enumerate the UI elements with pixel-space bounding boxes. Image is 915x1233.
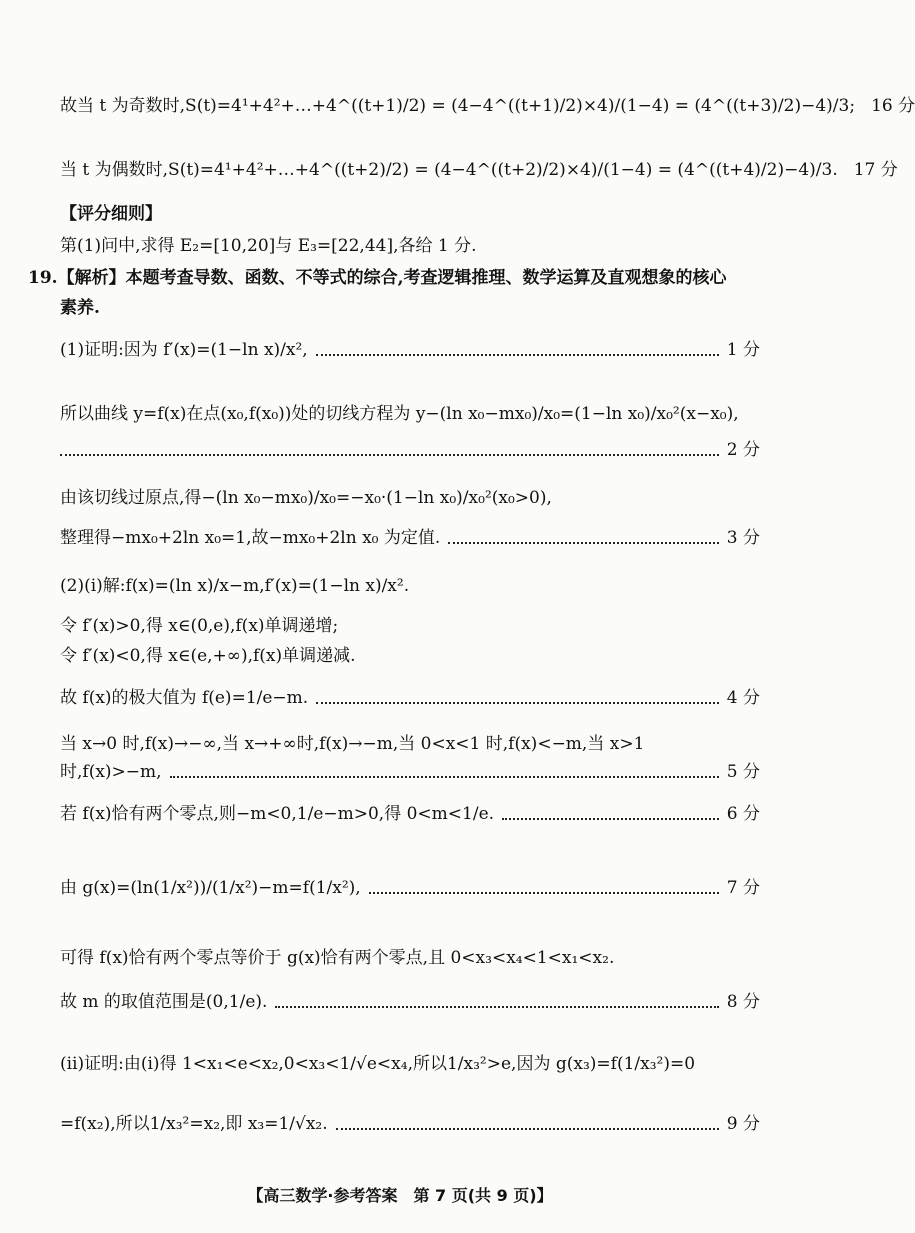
scoring-details-heading — [60, 202, 760, 226]
leader-dots — [316, 700, 719, 704]
line-text: =f(x₂),所以1/x₃²=x₂,即 x₃=1/√x₂. — [60, 1114, 328, 1134]
line-text: 可得 f(x)恰有两个零点等价于 g(x)恰有两个零点,且 0<x₃<x₄<1<x₁<x₂. — [60, 948, 615, 968]
q19-heading — [28, 266, 760, 290]
line-m-range — [60, 990, 760, 1014]
line-text: 令 f′(x)>0,得 x∈(0,e),f(x)单调递增; — [60, 616, 339, 636]
line-equivalence — [60, 946, 760, 970]
line-text: 【评分细则】 — [60, 204, 162, 224]
line-text: (2)(ⅰ)解:f(x)=(ln x)/x−m,f′(x)=(1−ln x)/x². — [60, 576, 410, 596]
leader-dots — [316, 352, 719, 356]
leader-dots — [275, 1004, 718, 1008]
leader-dots — [502, 816, 719, 820]
leader-dots — [369, 890, 719, 894]
line-limits — [60, 732, 760, 756]
score-points: 16 分 — [871, 96, 915, 116]
score-points: 1 分 — [726, 340, 760, 360]
leader-dots — [336, 1126, 719, 1130]
score-points: 2 分 — [726, 440, 760, 460]
line-odd-sum — [60, 94, 915, 118]
line-max-value — [60, 686, 760, 710]
line-text: (1)证明:因为 f′(x)=(1−ln x)/x², — [60, 340, 308, 360]
score-points: 4 分 — [726, 688, 760, 708]
q19-heading-cont — [60, 296, 760, 320]
line-text: 当 t 为偶数时,S(t)=4¹+4²+…+4^((t+2)/2) = (4−4^((t+2)/2)×4)/(1−4) = (4^((t+4)/2)−4)/3. — [60, 160, 838, 180]
line-decreasing — [60, 644, 760, 668]
line-text: 19.【解析】本题考查导数、函数、不等式的综合,考查逻辑推理、数学运算及直观想象的核心 — [28, 268, 727, 288]
line-text: 整理得−mx₀+2ln x₀=1,故−mx₀+2ln x₀ 为定值. — [60, 528, 441, 548]
line-limits-cont — [60, 760, 760, 784]
line-text: 第(1)问中,求得 E₂=[10,20]与 E₃=[22,44],各给 1 分. — [60, 236, 477, 256]
score-points: 5 分 — [726, 762, 760, 782]
leader-dots — [448, 540, 718, 544]
line-scoring-note — [60, 234, 760, 258]
line-two-zeros — [60, 802, 760, 826]
line-part2-setup — [60, 574, 760, 598]
line-text: 令 f′(x)<0,得 x∈(e,+∞),f(x)单调递减. — [60, 646, 356, 666]
line-text: 故 m 的取值范围是(0,1/e). — [60, 992, 268, 1012]
line-text: 由该切线过原点,得−(ln x₀−mx₀)/x₀=−x₀·(1−ln x₀)/x₀²(x₀>0), — [60, 488, 552, 508]
score-points: 7 分 — [726, 878, 760, 898]
leader-dots — [60, 452, 719, 456]
leader-dots — [170, 774, 719, 778]
line-part1-derivative — [60, 338, 760, 362]
line-text: 故当 t 为奇数时,S(t)=4¹+4²+…+4^((t+1)/2) = (4−4^((t+1)/2)×4)/(1−4) = (4^((t+3)/2)−4)/3; — [60, 96, 856, 116]
line-even-sum — [60, 158, 898, 182]
line-text: (ⅱ)证明:由(ⅰ)得 1<x₁<e<x₂,0<x₃<1/√e<x₄,所以1/x₃²>e,因为 g(x₃)=f(1/x₃²)=0 — [60, 1054, 696, 1074]
line-text: 由 g(x)=(ln(1/x²))/(1/x²)−m=f(1/x²), — [60, 878, 361, 898]
line-text: 时,f(x)>−m, — [60, 762, 162, 782]
line-dots-2 — [60, 438, 760, 462]
line-text: 当 x→0 时,f(x)→−∞,当 x→+∞时,f(x)→−m,当 0<x<1 时,f(x)<−m,当 x>1 — [60, 734, 645, 754]
score-points: 3 分 — [726, 528, 760, 548]
line-text: 所以曲线 y=f(x)在点(x₀,f(x₀))处的切线方程为 y−(ln x₀−mx₀)/x₀=(1−ln x₀)/x₀²(x−x₀), — [60, 404, 739, 424]
line-part2ii-proof — [60, 1052, 790, 1076]
line-g-def — [60, 876, 760, 900]
line-text: 素养. — [60, 298, 100, 318]
score-points: 9 分 — [726, 1114, 760, 1134]
page-footer: 【高三数学·参考答案 第 7 页(共 9 页)】 — [247, 1186, 553, 1205]
line-text: 若 f(x)恰有两个零点,则−m<0,1/e−m>0,得 0<m<1/e. — [60, 804, 495, 824]
score-points: 17 分 — [853, 160, 898, 180]
line-constant — [60, 526, 760, 550]
score-points: 8 分 — [726, 992, 760, 1012]
line-conclusion — [60, 1112, 760, 1136]
line-increasing — [60, 614, 760, 638]
line-through-origin — [60, 486, 760, 510]
score-points: 6 分 — [726, 804, 760, 824]
line-text: 故 f(x)的极大值为 f(e)=1/e−m. — [60, 688, 309, 708]
line-tangent-eq — [60, 402, 760, 426]
